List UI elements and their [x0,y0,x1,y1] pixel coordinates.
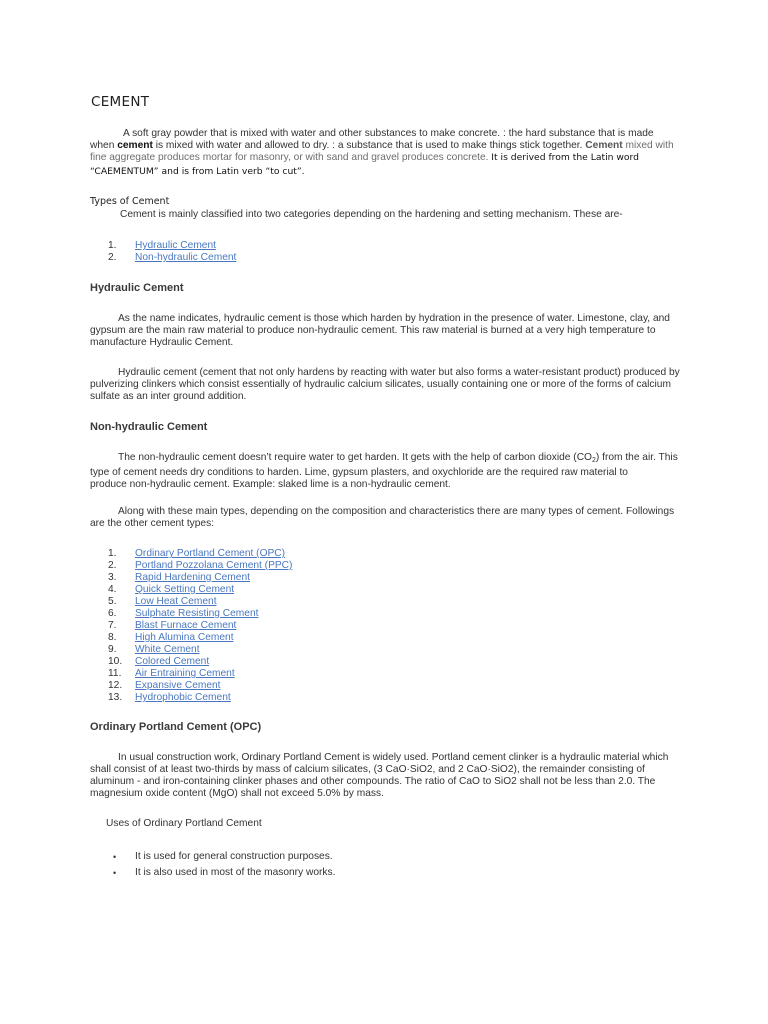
types-text: Cement is mainly classified into two categories depending on the hardening and setting mechanism. These are- [120,209,623,220]
bold-term: cement [117,140,153,151]
link-high-alumina[interactable]: High Alumina Cement [135,632,234,643]
list-item [113,849,335,865]
nonhydraulic-paragraph-1 [90,452,680,491]
paragraph-line: manufacture Hydraulic Cement. [90,337,234,348]
paragraph-line: The non-hydraulic cement doesn’t require water to get harden. It gets with the help of carbon dioxide (CO [118,452,592,463]
list-item [108,608,292,620]
paragraph-line: Along with these main types, depending on the composition and characteristics there are many types of cement. Followings [118,506,675,517]
intro-text: It is derived from the Latin word [491,152,639,163]
link-ppc[interactable]: Portland Pozzolana Cement (PPC) [135,560,293,571]
intro-paragraph [90,128,680,178]
heading-non-hydraulic-cement: Non-hydraulic Cement [90,421,208,433]
list-item [108,644,292,656]
list-item [108,572,292,584]
paragraph-line: gypsum are the main raw material to produce non-hydraulic cement. This raw material is burned at a very high temperature to [90,325,656,336]
link-hydrophobic[interactable]: Hydrophobic Cement [135,692,231,703]
list-item [108,632,292,644]
link-non-hydraulic-cement[interactable]: Non-hydraulic Cement [135,252,237,263]
paragraph-line: ) from the air. This [595,452,678,463]
link-expansive[interactable]: Expansive Cement [135,680,221,691]
list-item [108,620,292,632]
list-item [108,584,292,596]
link-sulphate-resisting[interactable]: Sulphate Resisting Cement [135,608,259,619]
paragraph-line: type of cement needs dry conditions to harden. Lime, gypsum plasters, and oxychloride are the required raw material to [90,467,628,478]
link-hydraulic-cement[interactable]: Hydraulic Cement [135,240,216,251]
list-number: 11. [108,668,122,679]
hydraulic-paragraph-1 [90,313,680,349]
list-number: 4. [108,584,117,595]
paragraph-line: aluminum - and iron-containing clinker phases and other compounds. The ratio of CaO to SiO2 shall not be less than 2.0. The [90,776,656,787]
list-item [108,252,236,264]
list-item [108,668,292,680]
paragraph-line: Hydraulic cement (cement that not only hardens by reacting with water but also forms a water-resistant product) produced by [118,367,680,378]
heading-hydraulic-cement: Hydraulic Cement [90,282,184,294]
list-number: 1. [108,240,117,251]
types-heading: Types of Cement [90,196,170,207]
page-title: CEMENT [91,94,150,110]
opc-uses-list [113,849,335,881]
link-air-entraining[interactable]: Air Entraining Cement [135,668,235,679]
list-number: 5. [108,596,117,607]
list-number: 6. [108,608,117,619]
list-item [113,865,335,881]
intro-text: fine aggregate produces mortar for masonry, or with sand and gravel produces concrete. [90,152,492,163]
link-quick-setting[interactable]: Quick Setting Cement [135,584,235,595]
link-opc[interactable]: Ordinary Portland Cement (OPC) [135,548,286,559]
link-blast-furnace[interactable]: Blast Furnace Cement [135,620,237,631]
types-list [108,240,236,264]
list-number: 1. [108,548,117,559]
paragraph-line: shall consist of at least two-thirds by mass of calcium silicates, (3 CaO·SiO2, and 2 CaO·SiO2), the remainder consisting of [90,764,645,775]
opc-uses-heading: Uses of Ordinary Portland Cement [106,818,262,829]
paragraph-line: magnesium oxide content (MgO) shall not exceed 5.0% by mass. [90,788,384,799]
intro-text: is mixed with water and allowed to dry. : a substance that is used to make things stick together. [152,140,586,151]
list-number: 8. [108,632,117,643]
list-number: 3. [108,572,117,583]
list-item-text: It is used for general construction purposes. [135,851,333,862]
list-number: 2. [108,252,117,263]
list-item [108,560,292,572]
paragraph-line: are the other cement types: [90,518,215,529]
intro-text: “CAEMENTUM” and is from Latin verb “to cut”. [90,166,305,177]
list-number: 9. [108,644,117,655]
link-rapid-hardening[interactable]: Rapid Hardening Cement [135,572,250,583]
other-types-list [108,548,292,704]
link-white-cement[interactable]: White Cement [135,644,200,655]
list-number: 13. [108,692,123,703]
link-low-heat[interactable]: Low Heat Cement [135,596,217,607]
bold-term: Cement [585,140,623,151]
intro-text: mixed with [622,140,674,151]
list-item [108,680,292,692]
paragraph-line: produce non-hydraulic cement. Example: slaked lime is a non-hydraulic cement. [90,479,451,490]
bullet-icon: • [113,868,117,878]
paragraph-line: pulverizing clinkers which consist essentially of hydraulic calcium silicates, usually containing one or more of the forms of calcium [90,379,671,390]
paragraph-line: sulfate as an inter ground addition. [90,391,247,402]
nonhydraulic-paragraph-2 [90,506,680,530]
link-colored-cement[interactable]: Colored Cement [135,656,210,667]
list-number: 12. [108,680,123,691]
heading-opc: Ordinary Portland Cement (OPC) [90,721,262,733]
paragraph-line: In usual construction work, Ordinary Portland Cement is widely used. Portland cement clinker is a hydraulic material which [118,752,669,763]
opc-paragraph [90,752,680,800]
list-item [108,692,292,704]
list-number: 7. [108,620,117,631]
list-number: 2. [108,560,117,571]
subscript: 2 [591,457,596,464]
list-item [108,240,236,252]
list-item-text: It is also used in most of the masonry works. [135,867,336,878]
list-item [108,596,292,608]
list-number: 10. [108,656,123,667]
list-item [108,656,292,668]
intro-line: A soft gray powder that is mixed with water and other substances to make concrete. : the hard substance that is made [123,128,654,139]
hydraulic-paragraph-2 [90,367,680,403]
bullet-icon: • [113,852,117,862]
intro-text: when [90,140,118,151]
paragraph-line: As the name indicates, hydraulic cement is those which harden by hydration in the presence of water. Limestone, clay, and [118,313,670,324]
list-item [108,548,292,560]
